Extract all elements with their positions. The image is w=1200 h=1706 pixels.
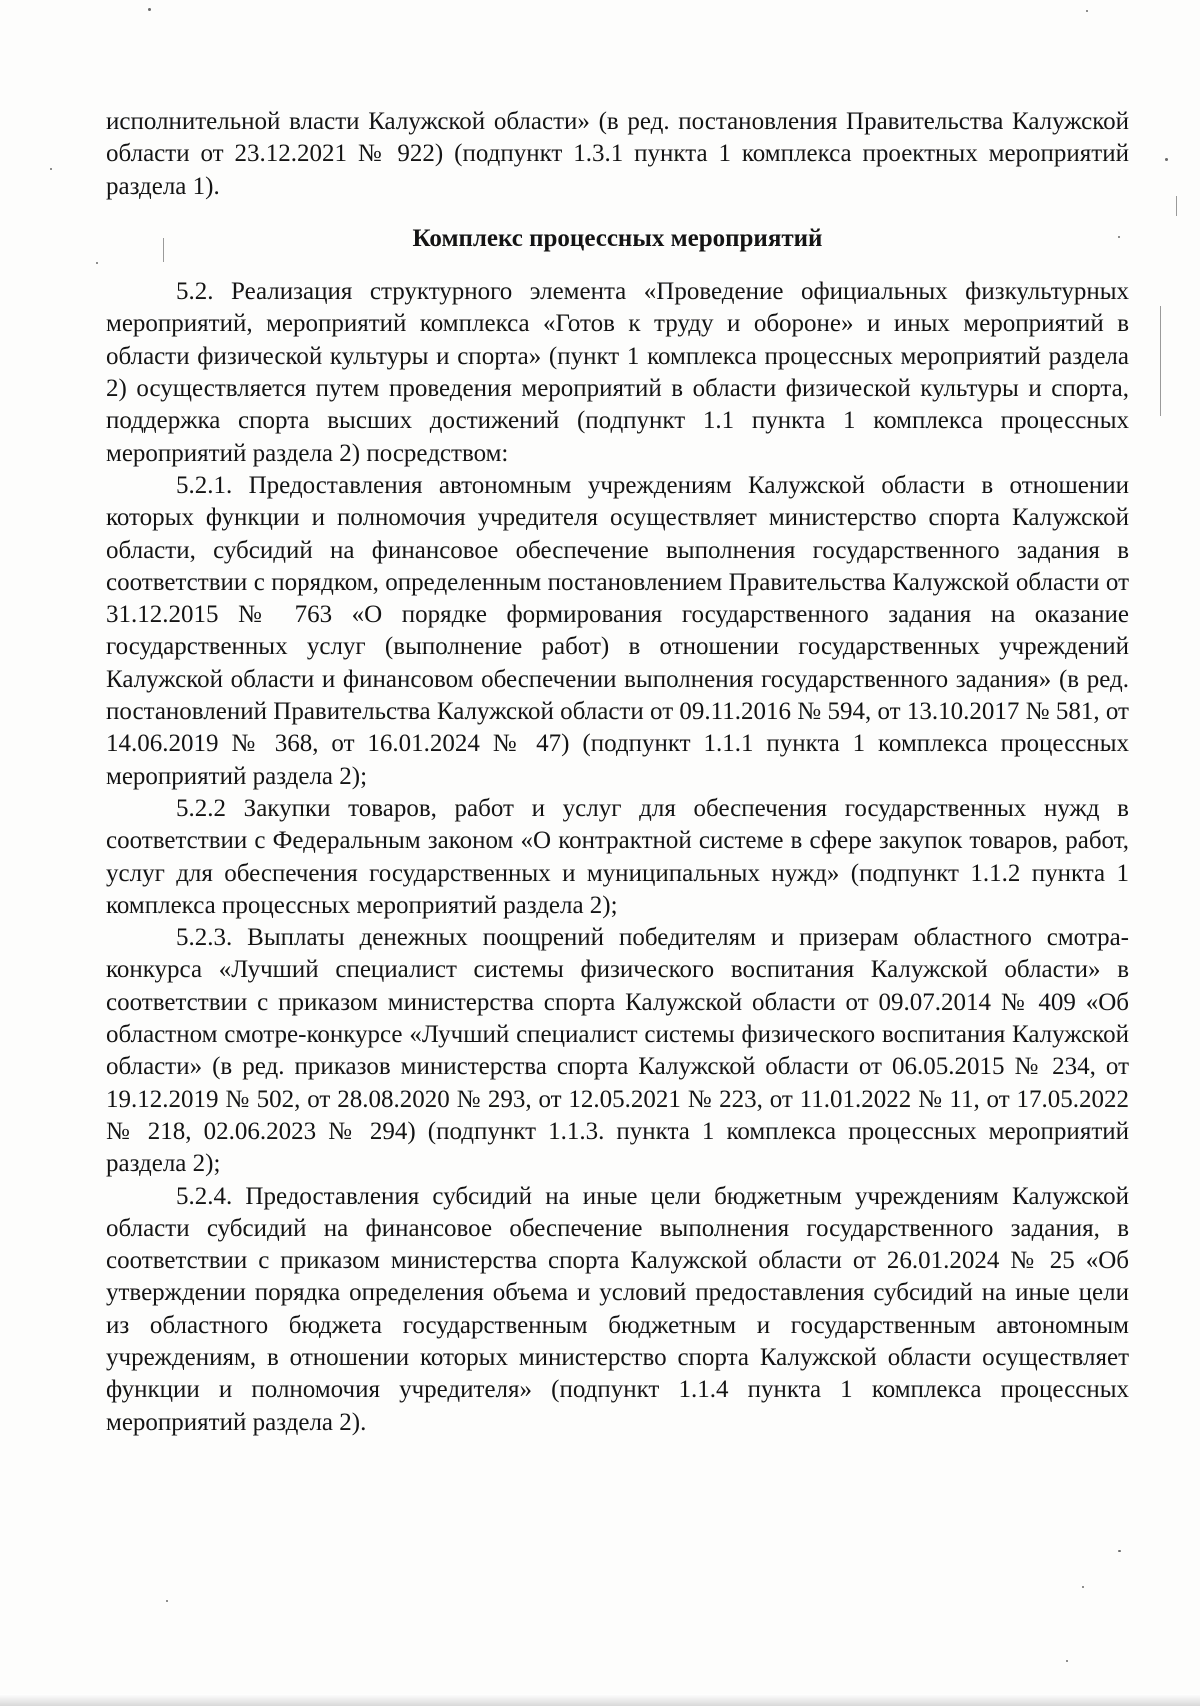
scan-streak [163, 238, 164, 262]
paragraph-5-2-4: 5.2.4. Предоставления субсидий на иные цели бюджетным учреждениям Калужской области субсидий на финансовое обеспечение выполнения государственного задания, в соответствии с приказом министерства спорта Калужской области от 26.01.2024 № 25 «Об утверждении порядка определения объема и условий предоставления субсидий на иные цели из областного бюджета государственным бюджетным и государственным автономным учреждениям, в отношении которых министерство спорта Калужской области осуществляет функции и полномочия учредителя» (подпункт 1.1.4 пункта 1 комплекса процессных мероприятий раздела 2). [106, 1182, 1129, 1436]
scan-streak [1160, 306, 1161, 416]
paragraph-5-2-1: 5.2.1. Предоставления автономным учреждениям Калужской области в отношении которых функции и полномочия учредителя осуществляет министерство спорта Калужской области, субсидий на финансовое обеспечение выполнения государственного задания в соответствии с порядком, определенным постановлением Правительства Калужской области от 31.12.2015 № 763 «О порядке формирования государственного задания на оказание государственных услуг (выполнение работ) в отношении государственных учреждений Калужской области и финансовом обеспечении выполнения государственного задания» (в ред. постановлений Правительства Калужской области от 09.11.2016 № 594, от 13.10.2017 № 581, от 14.06.2019 № 368, от 16.01.2024 № 47) (подпункт 1.1.1 пункта 1 комплекса процессных мероприятий раздела 2); [106, 471, 1129, 790]
paragraph-5-2: 5.2. Реализация структурного элемента «Проведение официальных физкультурных мероприятий, мероприятий комплекса «Готов к труду и обороне» и иных мероприятий в области физической культуры и спорта» (пункт 1 комплекса процессных мероприятий раздела 2) осуществляется путем проведения мероприятий в области физической культуры и спорта, поддержка спорта высших достижений (подпункт 1.1 пункта 1 комплекса процессных мероприятий раздела 2) посредством: [106, 278, 1129, 467]
scan-streak [1176, 196, 1177, 216]
intro-paragraph: исполнительной власти Калужской области» (в ред. постановления Правительства Калужской области от 23.12.2021 № 922) (подпункт 1.3.1 пункта 1 комплекса проектных мероприятий раздела 1). [106, 108, 1129, 200]
section-heading: Комплекс процессных мероприятий [412, 224, 823, 252]
scan-speck [1082, 1586, 1084, 1588]
scan-speck [1165, 158, 1168, 161]
scan-speck [1118, 1550, 1121, 1552]
scan-speck [166, 1600, 168, 1602]
scan-speck [1118, 236, 1120, 238]
scan-speck [1066, 1660, 1068, 1662]
document-body [106, 106, 1129, 1439]
paragraph-5-2-2: 5.2.2 Закупки товаров, работ и услуг для обеспечения государственных нужд в соответствии с Федеральным законом «О контрактной системе в сфере закупок товаров, работ, услуг для обеспечения государственных и муниципальных нужд» (подпункт 1.1.2 пункта 1 комплекса процессных мероприятий раздела 2); [106, 794, 1129, 919]
scan-speck [148, 8, 151, 11]
scan-speck [1086, 10, 1088, 12]
paragraph-5-2-3: 5.2.3. Выплаты денежных поощрений победителям и призерам областного смотра-конкурса «Лучший специалист системы физического воспитания Калужской области» в соответствии с приказом министерства спорта Калужской области от 09.07.2014 № 409 «Об областном смотре-конкурсе «Лучший специалист системы физического воспитания Калужской области» (в ред. приказов министерства спорта Калужской области от 06.05.2015 № 234, от 19.12.2019 № 502, от 28.08.2020 № 293, от 12.05.2021 № 223, от 11.01.2022 № 11, от 17.05.2022 № 218, 02.06.2023 № 294) (подпункт 1.1.3. пункта 1 комплекса процессных мероприятий раздела 2); [106, 924, 1129, 1178]
scan-bottom-edge [0, 1694, 1200, 1706]
scan-speck [96, 262, 98, 264]
scan-speck [50, 168, 52, 170]
